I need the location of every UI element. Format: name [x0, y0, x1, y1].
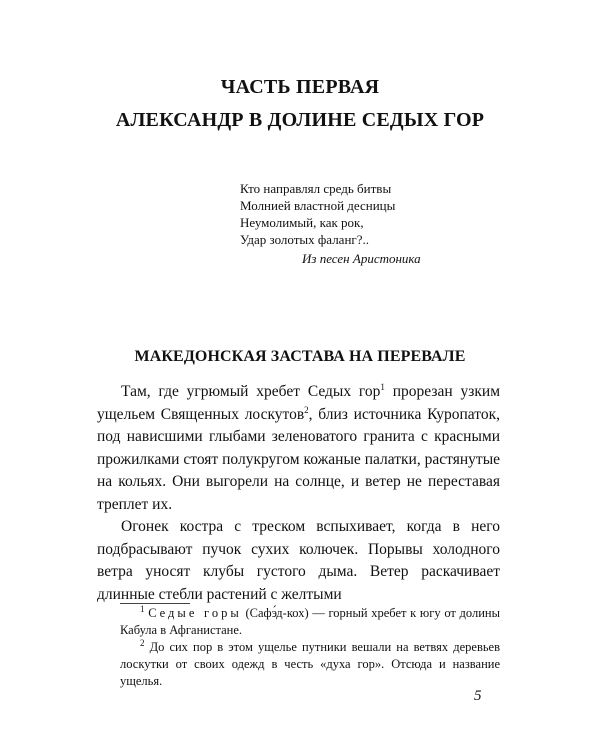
- epigraph-line: Молнией властной десницы: [240, 198, 396, 213]
- paragraph-text: Там, где угрюмый хребет Седых гор: [121, 383, 381, 400]
- body-text: [97, 381, 500, 606]
- footnote-text: До сих пор в этом ущелье путники вешали на ветвях деревьев лоскутки от своих одежд в честь «духа гор». Отсюда и название ущелья.: [120, 640, 500, 688]
- part-subtitle: АЛЕКСАНДР В ДОЛИНЕ СЕДЫХ ГОР: [115, 109, 485, 131]
- footnote-text: (Сафэ́д-кох) — горный хребет к югу от долины Кабула в Афганистане.: [120, 606, 500, 637]
- chapter-title: МАКЕДОНСКАЯ ЗАСТАВА НА ПЕРЕВАЛЕ: [134, 348, 466, 365]
- epigraph-line: Неумолимый, как рок,: [240, 215, 364, 230]
- footnote-term: Седые горы: [148, 606, 242, 620]
- paragraph-text: прорезан узким ущельем Священных лоскутов: [97, 383, 501, 423]
- part-title: ЧАСТЬ ПЕРВАЯ: [220, 76, 380, 98]
- footnote-ref: 2: [304, 404, 309, 415]
- paragraph-text: , близ источника Куропаток, под нависшими глыбами зеленоватого гранита с красными прожилками стоят полукругом кожаные палатки, растянутые на кольях. Они выгорели на солнце, и ветер не переставая треплет их.: [97, 405, 500, 513]
- footnote-ref: 1: [380, 381, 385, 392]
- epigraph-line: Удар золотых фаланг?..: [240, 232, 370, 247]
- footnote: [120, 605, 500, 639]
- footnotes: [120, 605, 500, 690]
- epigraph: [240, 180, 500, 266]
- footnote-mark: 1: [140, 603, 145, 614]
- paragraph: [97, 381, 500, 516]
- footnote-mark: 2: [140, 637, 145, 648]
- epigraph-source: Из песен Аристоника: [302, 251, 421, 266]
- footnote: [120, 639, 500, 690]
- paragraph: Огонек костра с треском вспыхивает, когда в него подбрасывают пучок сухих колючек. Порывы холодного ветра уносят клубы густого дыма. Ветер раскачивает длинные стебли растений с желтыми: [97, 518, 500, 603]
- page-number: 5: [474, 688, 482, 704]
- footnote-divider: [120, 603, 190, 604]
- epigraph-line: Кто направлял средь битвы: [240, 181, 392, 196]
